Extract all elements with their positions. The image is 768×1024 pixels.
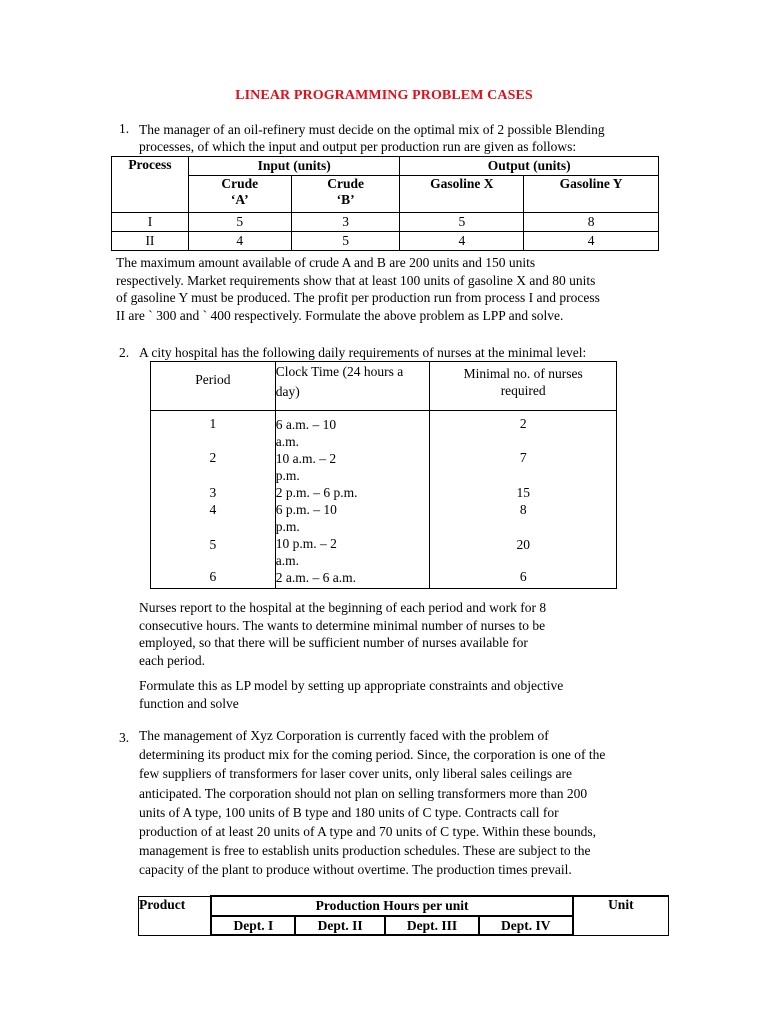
q3-description [139, 726, 675, 880]
cell-crude-b: 5 [291, 232, 400, 251]
header-unit: Unit [573, 896, 669, 935]
q2-instruction-line: function and solve [139, 695, 239, 711]
clock-value: 10 a.m. – 2 [275, 451, 337, 466]
nurses-value: 8 [519, 502, 527, 517]
q1-description-line: II are ` 300 and ` 400 respectively. Formulate the above problem as LPP and solve. [116, 307, 564, 323]
q1-intro-line: The manager of an oil-refinery must decide on the optimal mix of 2 possible Blending [139, 122, 605, 137]
cell-process: II [112, 232, 189, 251]
q1-description [116, 254, 675, 324]
q2-description-line: consecutive hours. The wants to determine minimal number of nurses to be [139, 617, 546, 633]
header-crude-b [291, 176, 400, 213]
nurses-value: 7 [519, 450, 527, 465]
period-value: 3 [209, 485, 217, 500]
clock-value: 6 a.m. – 10 [275, 417, 337, 432]
header-minimal-nurses [430, 362, 617, 411]
clock-value-cont: a.m. [275, 553, 299, 568]
nurses-value: 6 [519, 569, 527, 584]
header-crude-a [188, 176, 291, 213]
q3-description-line: anticipated. The corporation should not plan on selling transformers more than 200 [139, 785, 588, 801]
cell-gasoline-x: 5 [400, 213, 524, 232]
q1-intro-line: processes, of which the input and output per production run are given as follows: [139, 139, 577, 154]
q1-number: 1. [119, 121, 130, 136]
table-row [112, 213, 659, 232]
q2-intro: A city hospital has the following daily requirements of nurses at the minimal level: [139, 345, 587, 360]
q3-description-line: The management of Xyz Corporation is currently faced with the problem of [139, 728, 549, 743]
header-dept-4: Dept. IV [479, 916, 573, 935]
header-crude-b-line2: ‘B’ [336, 192, 355, 207]
header-crude-b-line1: Crude [327, 176, 364, 191]
q2-instruction-line: Formulate this as LP model by setting up appropriate constraints and objective [139, 678, 564, 693]
nurses-value: 15 [516, 485, 530, 500]
cell-process: I [112, 213, 189, 232]
q3-number: 3. [119, 730, 130, 745]
cell-gasoline-y: 8 [524, 213, 659, 232]
q1-intro [139, 121, 674, 155]
nurses-value: 2 [519, 416, 527, 431]
header-crude-a-line2: ‘A’ [230, 192, 249, 207]
q2-description [139, 599, 674, 669]
header-minimal-line1: Minimal no. of nurses [463, 366, 583, 381]
header-output: Output (units) [400, 157, 659, 176]
q2-description-line: employed, so that there will be sufficient number of nurses available for [139, 635, 528, 650]
period-value: 4 [209, 502, 217, 517]
nurse-requirements-table [150, 361, 617, 589]
period-value: 6 [209, 569, 217, 584]
q2-description-line: Nurses report to the hospital at the beginning of each period and work for 8 [139, 600, 547, 615]
q3-description-line: units of A type, 100 units of B type and 180 units of C type. Contracts call for [139, 804, 559, 820]
header-clock-line2: day) [275, 384, 300, 399]
header-dept-3: Dept. III [385, 916, 479, 935]
q3-description-line: determining its product mix for the coming period. Since, the corporation is one of the [139, 747, 606, 763]
q3-description-line: few suppliers of transformers for laser cover units, only liberal sales ceilings are [139, 766, 572, 782]
q3-description-line: production of at least 20 units of A type and 70 units of C type. Within these bounds, [139, 824, 597, 840]
header-clock-line1: Clock Time (24 hours a [275, 364, 404, 379]
q3-description-line: capacity of the plant to produce without overtime. The production times prevail. [139, 862, 572, 878]
table-row [112, 232, 659, 251]
clock-value: 2 p.m. – 6 p.m. [275, 485, 358, 500]
column-clock-time [275, 411, 430, 589]
page-title: LINEAR PROGRAMMING PROBLEM CASES [235, 88, 533, 103]
clock-value: 6 p.m. – 10 [275, 502, 337, 517]
nurses-value: 20 [516, 537, 530, 552]
header-crude-a-line1: Crude [221, 176, 259, 191]
header-process: Process [112, 157, 189, 213]
header-production-hours: Production Hours per unit [211, 896, 572, 916]
q3-description-line: management is free to establish units production schedules. These are subject to the [139, 843, 591, 859]
period-value: 5 [209, 537, 217, 552]
header-product: Product [139, 896, 212, 935]
cell-crude-a: 4 [188, 232, 291, 251]
cell-gasoline-y: 4 [524, 232, 659, 251]
q1-description-line: The maximum amount available of crude A and B are 200 units and 150 units [116, 255, 536, 270]
clock-value-cont: p.m. [275, 468, 300, 483]
column-period [151, 411, 276, 589]
cell-crude-a: 5 [188, 213, 291, 232]
header-dept-1: Dept. I [211, 916, 295, 935]
header-clock-time [275, 362, 430, 411]
header-input: Input (units) [188, 157, 400, 176]
q2-instruction [139, 677, 674, 712]
header-gasoline-y: Gasoline Y [524, 176, 659, 213]
clock-value: 10 p.m. – 2 [275, 536, 337, 551]
clock-value-cont: p.m. [275, 519, 300, 534]
q1-description-line: respectively. Market requirements show that at least 100 units of gasoline X and 80 units [116, 272, 596, 288]
q2-number: 2. [119, 345, 130, 360]
clock-value-cont: a.m. [275, 434, 299, 449]
cell-gasoline-x: 4 [400, 232, 524, 251]
header-gasoline-x: Gasoline X [400, 176, 524, 213]
column-minimal-nurses [430, 411, 617, 589]
header-minimal-line2: required [500, 383, 546, 398]
header-dept-2: Dept. II [295, 916, 385, 935]
process-table [111, 156, 659, 251]
cell-crude-b: 3 [291, 213, 400, 232]
period-value: 1 [209, 416, 217, 431]
clock-value: 2 a.m. – 6 a.m. [275, 570, 356, 585]
q1-description-line: of gasoline Y must be produced. The profit per production run from process I and process [116, 290, 600, 305]
production-hours-table [138, 895, 669, 936]
period-value: 2 [209, 450, 217, 465]
q2-description-line: each period. [139, 652, 205, 668]
header-period: Period [151, 362, 276, 411]
